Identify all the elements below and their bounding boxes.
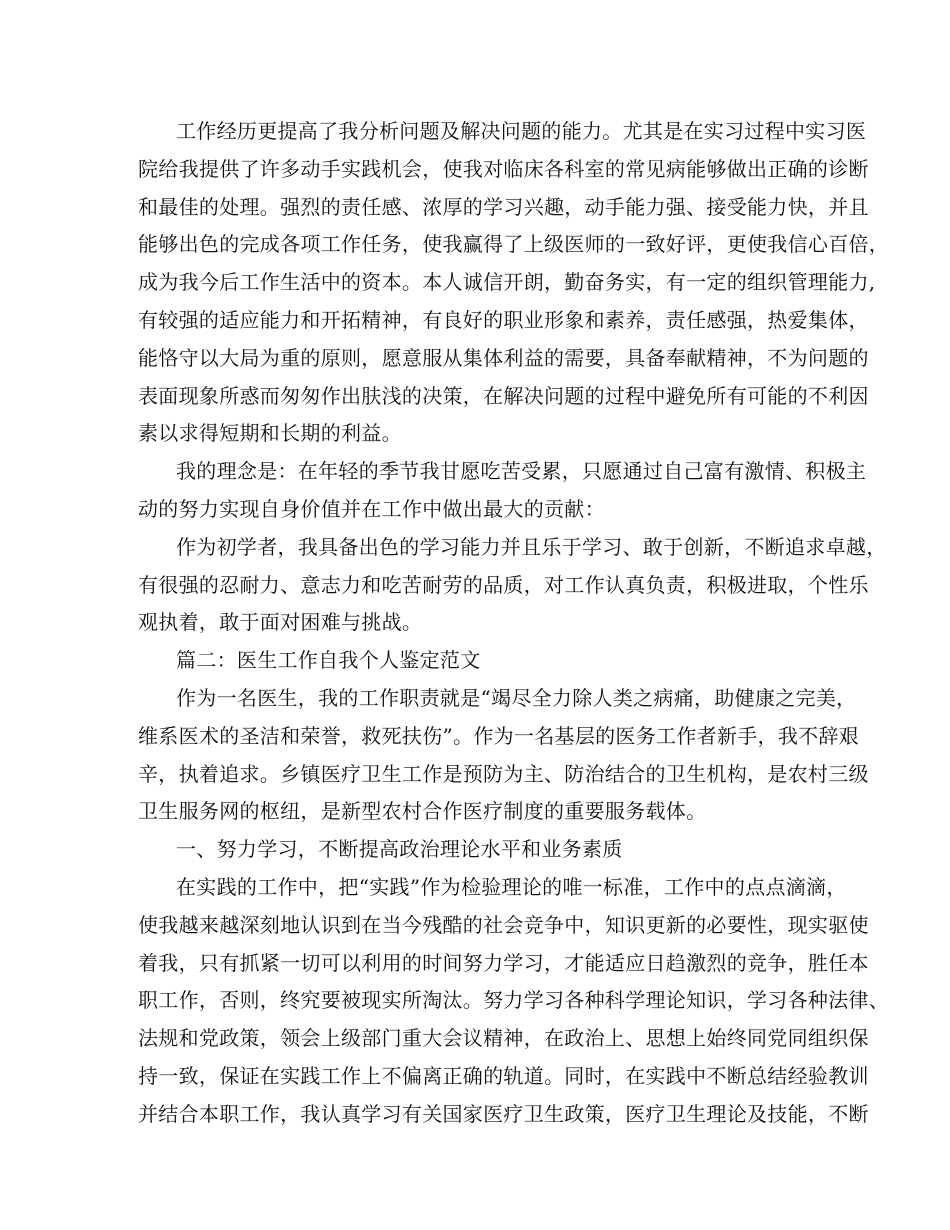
paragraph-line: 辛，执着追求。乡镇医疗卫生工作是预防为主、防治结合的卫生机构，是农村三级 [138, 761, 869, 786]
paragraph-line: 动的努力实现自身价值并在工作中做出最大的贡献： [138, 496, 605, 521]
paragraph-line: 法规和党政策，领会上级部门重大会议精神，在政治上、思想上始终同党同组织保 [138, 1026, 869, 1051]
paragraph-line: 素以求得短期和长期的利益。 [138, 421, 402, 446]
paragraph-line: 维系医术的圣洁和荣誉，救死扶伤”。作为一名基层的医务工作者新手，我不辞艰 [138, 723, 860, 748]
paragraph-line: 并结合本职工作，我认真学习有关国家医疗卫生政策，医疗卫生理论及技能，不断 [138, 1101, 869, 1126]
paragraph-line: 有很强的忍耐力、意志力和吃苦耐劳的品质，对工作认真负责，积极进取，个性乐 [138, 572, 869, 597]
section-heading: 一、努力学习，不断提高政治理论水平和业务素质 [176, 837, 623, 862]
paragraph-line: 我的理念是：在年轻的季节我甘愿吃苦受累，只愿通过自己富有激情、积极主 [176, 459, 867, 484]
paragraph-line: 作为初学者，我具备出色的学习能力并且乐于学习、敢于创新，不断追求卓越， [176, 534, 887, 559]
paragraph-line: 和最佳的处理。强烈的责任感、浓厚的学习兴趣，动手能力强、接受能力快，并且 [138, 194, 869, 219]
paragraph-line: 工作经历更提高了我分析问题及解决问题的能力。尤其是在实习过程中实习医 [176, 119, 867, 143]
paragraph-line: 卫生服务网的枢纽，是新型农村合作医疗制度的重要服务载体。 [138, 799, 707, 824]
paragraph-line: 使我越来越深刻地认识到在当今残酷的社会竞争中，知识更新的必要性，现实驱使 [138, 912, 869, 937]
paragraph-line: 在实践的工作中，把“实践”作为检验理论的唯一标准，工作中的点点滴滴， [176, 874, 847, 899]
paragraph-line: 院给我提供了许多动手实践机会，使我对临床各科室的常见病能够做出正确的诊断 [138, 156, 869, 181]
paragraph-line: 观执着，敢于面对困难与挑战。 [138, 610, 423, 635]
paragraph-line: 能恪守以大局为重的原则，愿意服从集体利益的需要，具备奉献精神，不为问题的 [138, 345, 869, 370]
paragraph-line: 着我，只有抓紧一切可以利用的时间努力学习，才能适应日趋激烈的竞争，胜任本 [138, 950, 869, 975]
paragraph-line: 作为一名医生，我的工作职责就是“竭尽全力除人类之病痛，助健康之完美， [176, 685, 857, 710]
paragraph-line: 能够出色的完成各项工作任务，使我赢得了上级医师的一致好评，更使我信心百倍， [138, 232, 890, 257]
paragraph-line: 成为我今后工作生活中的资本。本人诚信开朗，勤奋务实，有一定的组织管理能力, [138, 270, 876, 295]
paragraph-line: 表面现象所惑而匆匆作出肤浅的决策，在解决问题的过程中避免所有可能的不利因 [138, 383, 869, 408]
paragraph-line: 有较强的适应能力和开拓精神，有良好的职业形象和素养，责任感强，热爱集体， [138, 307, 869, 332]
paragraph-line: 职工作，否则，终究要被现实所淘汰。努力学习各种科学理论知识，学习各种法律、 [138, 988, 890, 1013]
paragraph-line: 持一致，保证在实践工作上不偏离正确的轨道。同时，在实践中不断总结经验教训 [138, 1063, 869, 1088]
section-heading: 篇二：医生工作自我个人鉴定范文 [176, 648, 481, 673]
document-body [138, 116, 890, 1137]
